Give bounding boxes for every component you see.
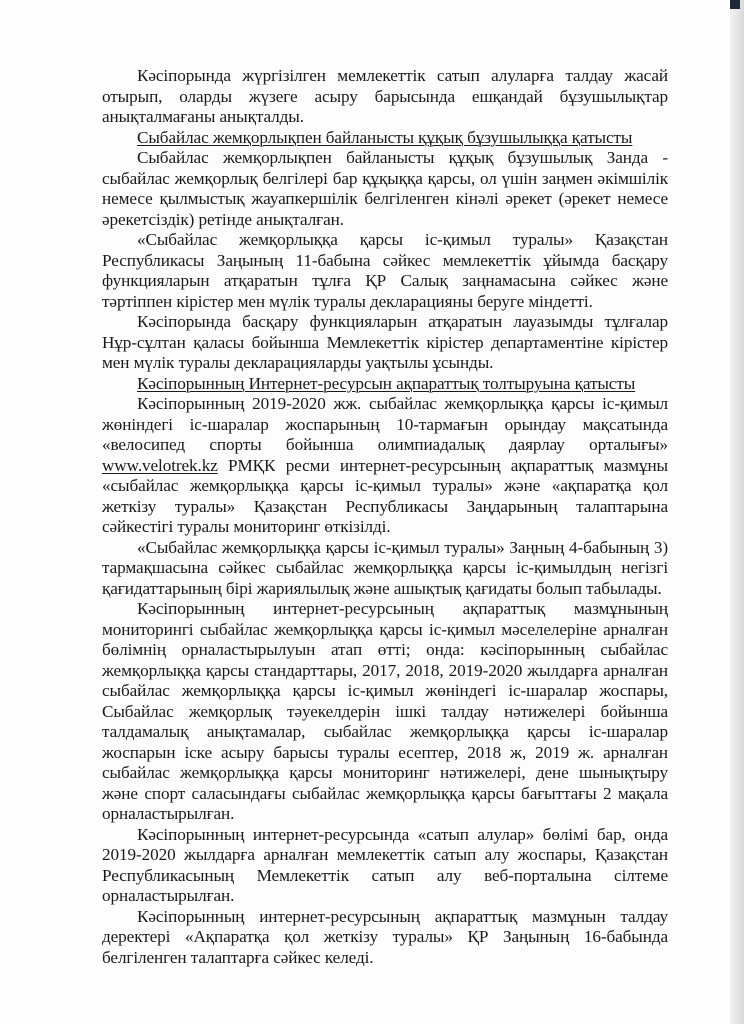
scan-corner-artifact	[730, 0, 740, 9]
paragraph-text-after-link: РМҚК ресми интернет-ресурсының ақпараттық мазмұны «сыбайлас жемқорлыққа қарсы іс-қимыл туралы» және «ақпаратқа қол жеткізу туралы» Қазақстан Республикасы Заңдарының талаптарына сәйкестігі туралы мониторинг өткізілді.	[102, 455, 668, 536]
paragraph-procurement-analysis: Кәсіпорында жүргізілген мемлекеттік сатып алуларға талдау жасай отырып, оларды жүзеге асыру барысында ешқандай бұзушылықтар анықталмағаны анықталды.	[102, 66, 668, 126]
section-heading-internet-resource	[102, 374, 668, 395]
document-page	[102, 66, 668, 968]
paragraph-text-before-link: Кәсіпорынның 2019-2020 жж. сыбайлас жемқорлыққа қарсы іс-қимыл жөніндегі іс-шаралар жоспарының 10-тармағын орындау мақсатында «велосипед спорты бойынша олимпиадалық даярлау орталығы»	[102, 394, 668, 454]
paragraph-monitoring-results: Кәсіпорынның интернет-ресурсының ақпараттық мазмұнының мониторингі сыбайлас жемқорлыққа қарсы іс-қимыл мәселелеріне арналған бөлімнің орналастырылуын атап өтті; онда: кәсіпорынның сыбайлас жемқорлыққа қарсы стандарттары, 2017, 2018, 2019-2020 жылдарға арналған сыбайлас жемқорлыққа қарсы іс-қимыл жөніндегі іс-шаралар жоспары, Сыбайлас жемқорлық тәуекелдерін ішкі талдау нәтижелері бойынша талдамалық анықтамалар, сыбайлас жемқорлыққа қарсы іс-шаралар жоспарын іске асыру барысы туралы есептер, 2018 ж, 2019 ж. арналған сыбайлас жемқорлыққа қарсы мониторинг нәтижелері, дене шынықтыру және спорт саласындағы сыбайлас жемқорлыққа қарсы бағыттағы 2 мақала орналастырылған.	[102, 599, 668, 823]
paragraph-offense-definition: Сыбайлас жемқорлықпен байланысты құқық бұзушылық Занда - сыбайлас жемқорлық белгілері бар құқыққа қарсы, ол үшін заңмен әкімшілік немесе қылмыстық жауапкершілік белгіленген кінәлі әрекет (әрекет немесе әрекетсіздік) ретінде анықталған.	[102, 148, 668, 229]
section-heading-text: Кәсіпорынның Интернет-ресурсын ақпараттық толтыруына қатысты	[137, 373, 636, 393]
section-heading-text: Сыбайлас жемқорлықпен байланысты құқық бұзушылыққа қатысты	[137, 127, 633, 147]
paragraph-procurement-section: Кәсіпорынның интернет-ресурсында «сатып алулар» бөлімі бар, онда 2019-2020 жылдарға арналған мемлекеттік сатып алу жоспары, Қазақстан Республикасының Мемлекеттік сатып алу веб-порталына сілтеме орналастырылған.	[102, 824, 668, 905]
section-heading-corruption-offenses	[102, 128, 668, 149]
paragraph-monitoring-plan	[102, 394, 668, 538]
scan-page-edge	[730, 0, 744, 1024]
paragraph-declarations: Кәсіпорында басқару функцияларын атқаратын лауазымды тұлғалар Нұр-сұлтан қаласы бойынша Мемлекеттік кірістер департаментіне кірістер мен мүлік туралы декларацияларды уақтылы ұсынды.	[102, 312, 668, 372]
paragraph-article-11: «Сыбайлас жемқорлыққа қарсы іс-қимыл туралы» Қазақстан Республикасы Заңының 11-бабына сәйкес мемлекеттік ұйымда басқару функцияларын атқаратын тұлға ҚР Салық заңнамасына сәйкес және тәртіппен кірістер мен мүлік туралы декларацияны беруге міндетті.	[102, 230, 668, 311]
paragraph-article-4: «Сыбайлас жемқорлыққа қарсы іс-қимыл туралы» Заңның 4-бабының 3) тармақшасына сәйкес сыбайлас жемқорлыққа қарсы іс-қимылдың негізгі қағидаттарының бірі жариялылық және ашықтық қағидаты болып табылады.	[102, 537, 668, 598]
website-link[interactable]: www.velotrek.kz	[102, 455, 218, 475]
paragraph-compliance-conclusion: Кәсіпорынның интернет-ресурсының ақпараттық мазмұнын талдау деректері «Ақпаратқа қол жеткізу туралы» ҚР Заңының 16-бабында белгіленген талаптарға сәйкес келеді.	[102, 906, 668, 967]
